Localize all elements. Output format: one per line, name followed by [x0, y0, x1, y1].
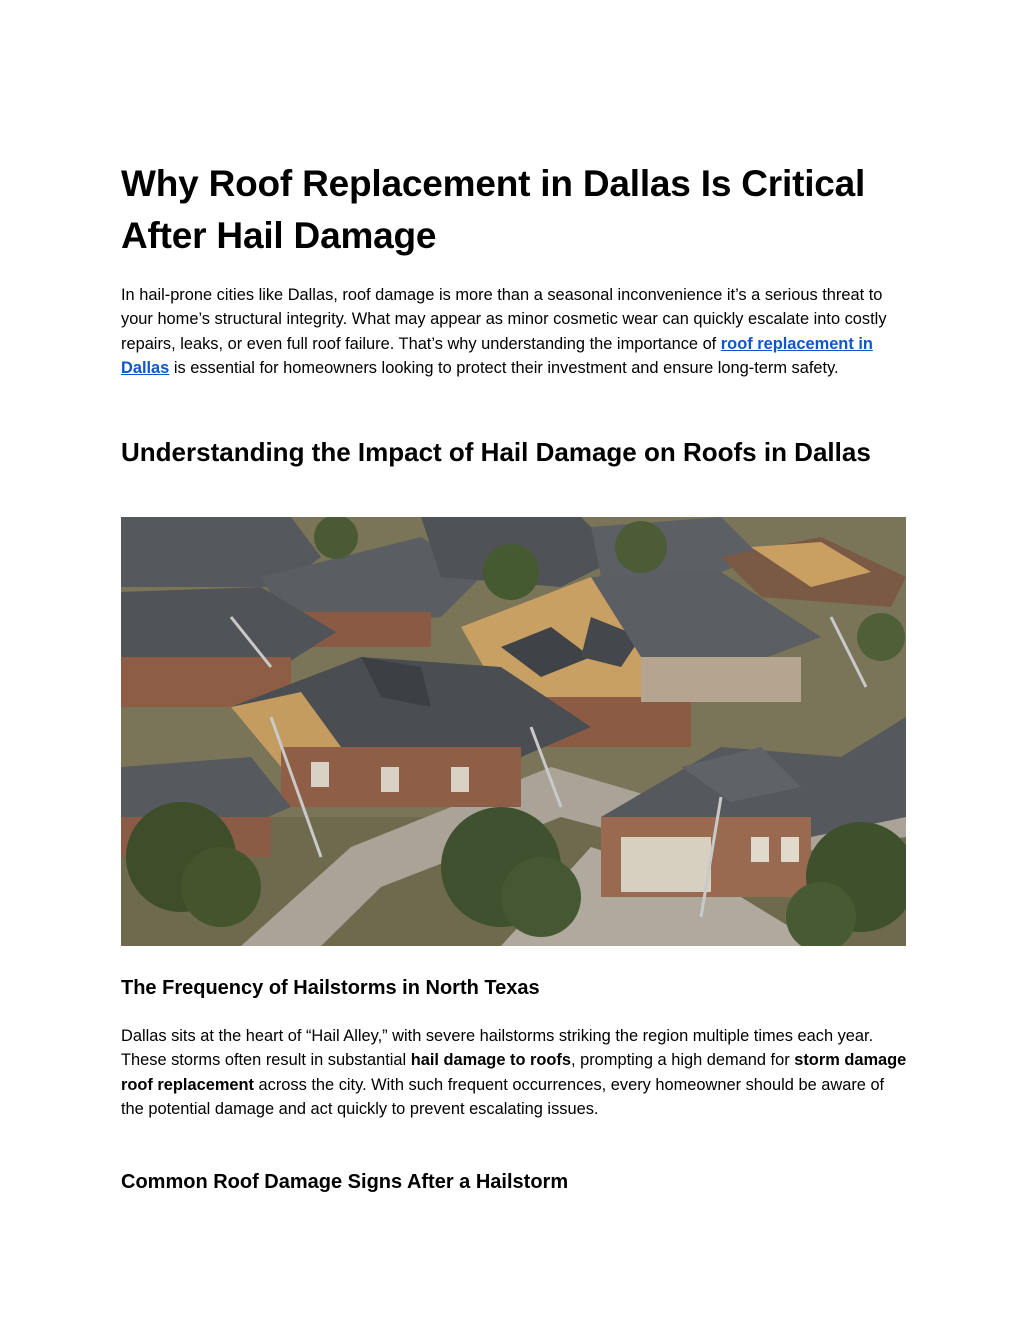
section-heading-frequency: The Frequency of Hailstorms in North Texas: [121, 977, 540, 999]
frequency-paragraph: [121, 1024, 907, 1121]
frequency-text-1: Dallas sits at the heart of “Hail Alley,” with severe hailstorms striking the region multiple times each year. These storms often result in substantial: [121, 1027, 874, 1070]
intro-text-before-link: In hail-prone cities like Dallas, roof damage is more than a seasonal inconvenience it’s a serious threat to your home’s structural integrity. What may appear as minor cosmetic wear can quickly escalate into costly repairs, leaks, or even full roof failure. That’s why understanding the importance of: [121, 286, 887, 353]
page-title: Why Roof Replacement in Dallas Is Critical After Hail Damage: [121, 163, 866, 256]
frequency-text-2: , prompting a high demand for: [571, 1051, 795, 1070]
frequency-bold-1: hail damage to roofs: [410, 1051, 571, 1070]
intro-text-after-link: is essential for homeowners looking to protect their investment and ensure long-term safety.: [169, 358, 839, 377]
roof-replacement-dallas-link[interactable]: roof replacement in Dallas: [121, 334, 873, 377]
section-heading-damage-signs: Common Roof Damage Signs After a Hailstorm: [121, 1171, 569, 1193]
section-heading-impact: Understanding the Impact of Hail Damage on Roofs in Dallas: [121, 437, 871, 467]
intro-paragraph: [121, 283, 907, 380]
frequency-text-3: across the city. With such frequent occurrences, every homeowner should be aware of the potential damage and act quickly to prevent escalating issues.: [121, 1075, 885, 1118]
frequency-bold-2: storm damage roof replacement: [121, 1051, 907, 1094]
aerial-roofs-photo: [121, 517, 906, 946]
